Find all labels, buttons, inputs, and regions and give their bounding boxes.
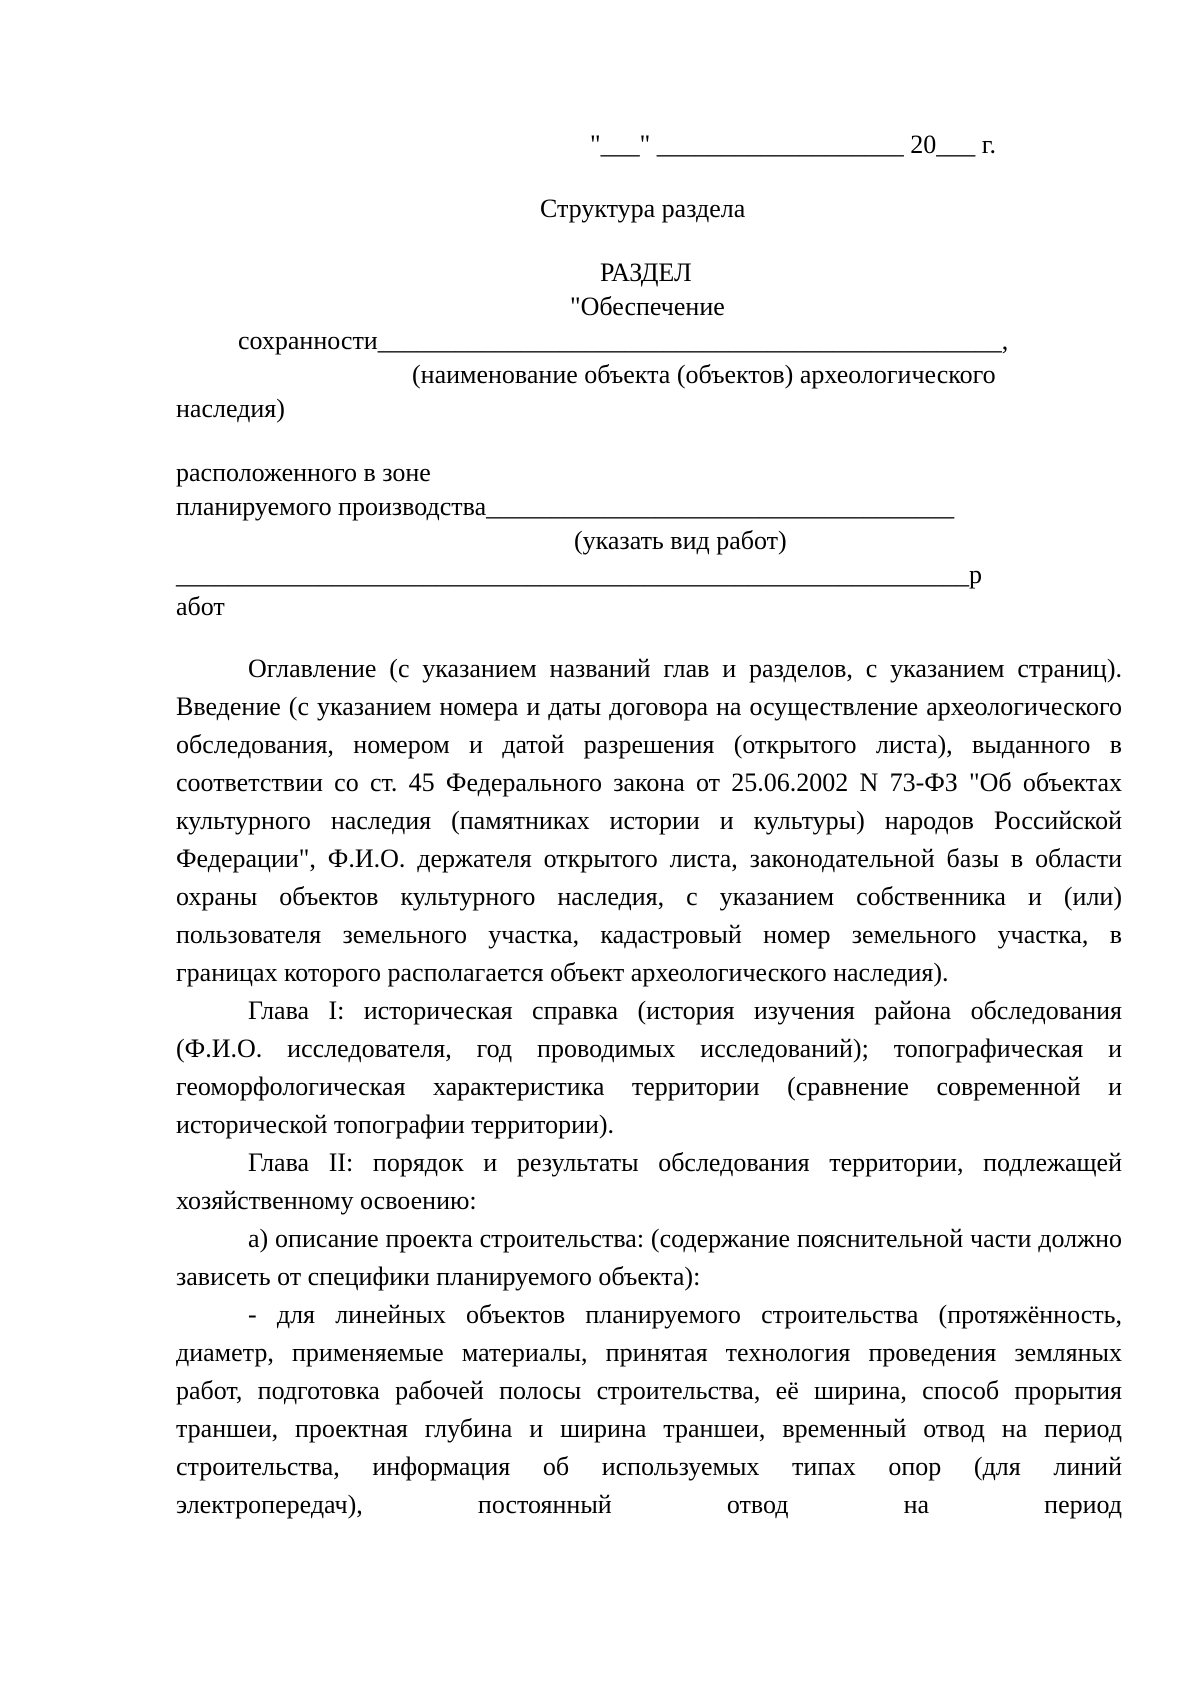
zone-line-1: расположенного в зоне xyxy=(176,458,431,487)
paragraph-item-a: а) описание проекта строительства: (содержание пояснительной части должно зависеть от специфики планируемого объекта): xyxy=(176,1224,1122,1291)
section-subtitle: "Обеспечение xyxy=(570,292,725,321)
paragraph-chapter-2: Глава II: порядок и результаты обследования территории, подлежащей хозяйственному освоению: xyxy=(176,1148,1122,1215)
works-line-cont: абот xyxy=(176,592,225,621)
work-type-hint: (указать вид работ) xyxy=(574,526,787,555)
preservation-field: сохранности________________________________________________, xyxy=(238,326,1009,355)
works-line: _____________________________________________________________р xyxy=(176,560,982,589)
date-line: "___" ___________________ 20___ г. xyxy=(590,130,996,159)
section-heading: РАЗДЕЛ xyxy=(600,258,692,287)
paragraph-chapter-1: Глава I: историческая справка (история изучения района обследования (Ф.И.О. исследователя, год проводимых исследований); топографическая и геоморфологическая характеристика территории (сравнение современной и исторической топографии территории). xyxy=(176,996,1122,1139)
main-text xyxy=(176,650,1122,1524)
paragraph-contents-intro: Оглавление (с указанием названий глав и разделов, с указанием страниц). Введение (с указанием номера и даты договора на осуществление археологического обследования, номером и датой разрешения (открытого листа), выданного в соответствии со ст. 45 Федерального закона от 25.06.2002 N 73-ФЗ "Об объектах культурного наследия (памятниках истории и культуры) народов Российской Федерации", Ф.И.О. держателя открытого листа, законодательной базы в области охраны объектов культурного наследия, с указанием собственника и (или) пользователя земельного участка, кадастровый номер земельного участка, в границах которого располагается объект археологического наследия). xyxy=(176,654,1122,987)
structure-heading: Структура раздела xyxy=(540,194,746,223)
paragraph-linear-objects: - для линейных объектов планируемого строительства (протяжённость, диаметр, применяемые материалы, принятая технология проведения земляных работ, подготовка рабочей полосы строительства, её ширина, способ прорытия траншеи, проектная глубина и ширина траншеи, временный отвод на период строительства, информация об используемых типах опор (для линий электропередач), постоянный отвод на период xyxy=(176,1300,1122,1519)
zone-line-2: планируемого производства____________________________________ xyxy=(176,492,955,521)
object-name-hint-cont: наследия) xyxy=(176,394,285,423)
object-name-hint: (наименование объекта (объектов) археологического xyxy=(412,360,996,389)
